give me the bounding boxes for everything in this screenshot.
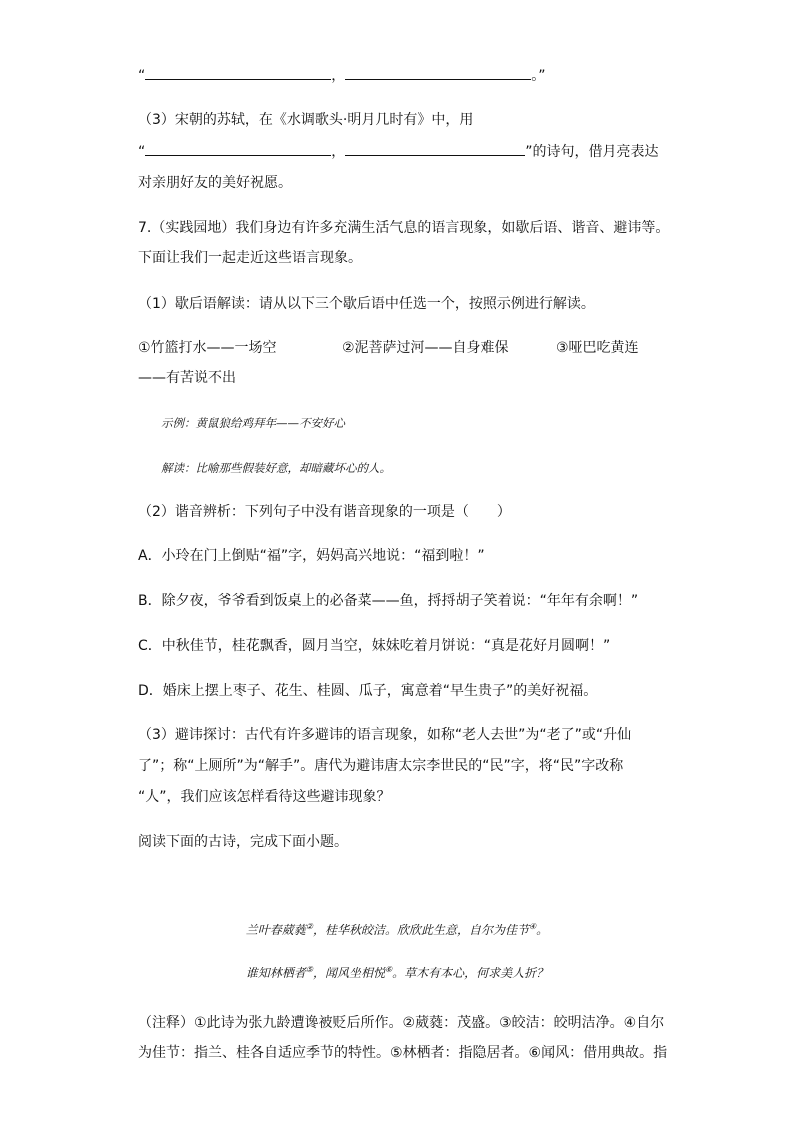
close-quote: 。” xyxy=(531,68,546,84)
example-text: 示例：黄鼠狼给鸡拜年——不安好心 xyxy=(161,416,345,430)
option-3: ③哑巴吃黄连 xyxy=(556,340,639,356)
poem-line-2 xyxy=(0,964,794,982)
line-tail: ”的诗句，借月亮表达 xyxy=(525,144,659,160)
option-3-continuation: ——有苦说不出 xyxy=(138,370,236,386)
answer-blank[interactable] xyxy=(145,143,331,156)
notes-line-1: （注释）①此诗为张九龄遭谗被贬后所作。②葳蕤：茂盛。③皎洁：皎明洁净。④自尔 xyxy=(138,1015,665,1031)
footnote-mark: ④ xyxy=(529,922,537,931)
answer-blank[interactable] xyxy=(345,143,525,156)
q6-item3-intro: （3）宋朝的苏轼，在《水调歌头·明月几时有》中，用 xyxy=(138,112,474,128)
poem-text: 。 xyxy=(536,923,549,937)
explanation-text: 解读：比喻那些假装好意，却暗藏坏心的人。 xyxy=(161,461,391,475)
choice-c: C．中秋佳节，桂花飘香，圆月当空，妹妹吃着月饼说：“真是花好月圆啊！” xyxy=(138,638,611,654)
q7-sub3-line2: 了”；称“上厕所”为“解手”。唐代为避讳唐太宗李世民的“民”字，将“民”字改称 xyxy=(138,758,624,774)
poem-text: 。草木有本心，何求美人折？ xyxy=(392,966,549,980)
open-quote: “ xyxy=(138,144,146,160)
choice-a: A．小玲在门上倒贴“福”字，妈妈高兴地说：“福到啦！” xyxy=(138,548,485,564)
q7-sub1-title: （1）歇后语解读：请从以下三个歇后语中任选一个，按照示例进行解读。 xyxy=(138,296,595,312)
fill-in-line-1 xyxy=(138,66,546,86)
q7-intro-line1: 7.（实践园地）我们身边有许多充满生活气息的语言现象，如歇后语、谐音、避讳等。 xyxy=(138,220,670,236)
q7-intro-line2: 下面让我们一起走近这些语言现象。 xyxy=(138,250,362,266)
fill-in-line-2 xyxy=(138,142,659,162)
q7-sub3-line1: （3）避讳探讨：古代有许多避讳的语言现象，如称“老人去世”为“老了”或“升仙 xyxy=(138,727,632,743)
poem-text: 谁知林栖者 xyxy=(245,966,306,980)
option-1: ①竹篮打水——一场空 xyxy=(138,340,277,356)
poem-text: ，桂华秋皎洁。欣欣此生意，自尔为佳节 xyxy=(312,923,529,937)
q7-sub2-title: （2）谐音辨析：下列句子中没有谐音现象的一项是（ ） xyxy=(138,504,511,520)
separator: ， xyxy=(331,144,346,160)
footnote-mark: ② xyxy=(305,922,313,931)
choice-b: B．除夕夜，爷爷看到饭桌上的必备菜——鱼，捋捋胡子笑着说：“年年有余啊！” xyxy=(138,593,639,609)
footnote-mark: ⑤ xyxy=(305,965,313,974)
q6-item3-tail: 对亲朋好友的美好祝愿。 xyxy=(138,175,292,191)
separator: ， xyxy=(331,68,346,84)
poem-line-1 xyxy=(0,921,794,939)
footnote-mark: ⑥ xyxy=(385,965,393,974)
answer-blank[interactable] xyxy=(145,67,331,80)
notes-line-2: 为佳节：指兰、桂各自适应季节的特性。⑤林栖者：指隐居者。⑥闻风：借用典故。指 xyxy=(138,1045,668,1061)
open-quote: “ xyxy=(138,68,146,84)
answer-blank[interactable] xyxy=(345,67,531,80)
poem-text: ，闻风坐相悦 xyxy=(312,966,385,980)
idiom-options xyxy=(138,338,639,358)
choice-d: D．婚床上摆上枣子、花生、桂圆、瓜子，寓意着“早生贵子”的美好祝福。 xyxy=(138,683,598,699)
reading-instruction: 阅读下面的古诗，完成下面小题。 xyxy=(138,834,348,850)
q7-sub3-line3: “人”，我们应该怎样看待这些避讳现象？ xyxy=(138,789,391,805)
option-2: ②泥菩萨过河——自身难保 xyxy=(342,340,509,356)
poem-text: 兰叶春葳蕤 xyxy=(245,923,306,937)
